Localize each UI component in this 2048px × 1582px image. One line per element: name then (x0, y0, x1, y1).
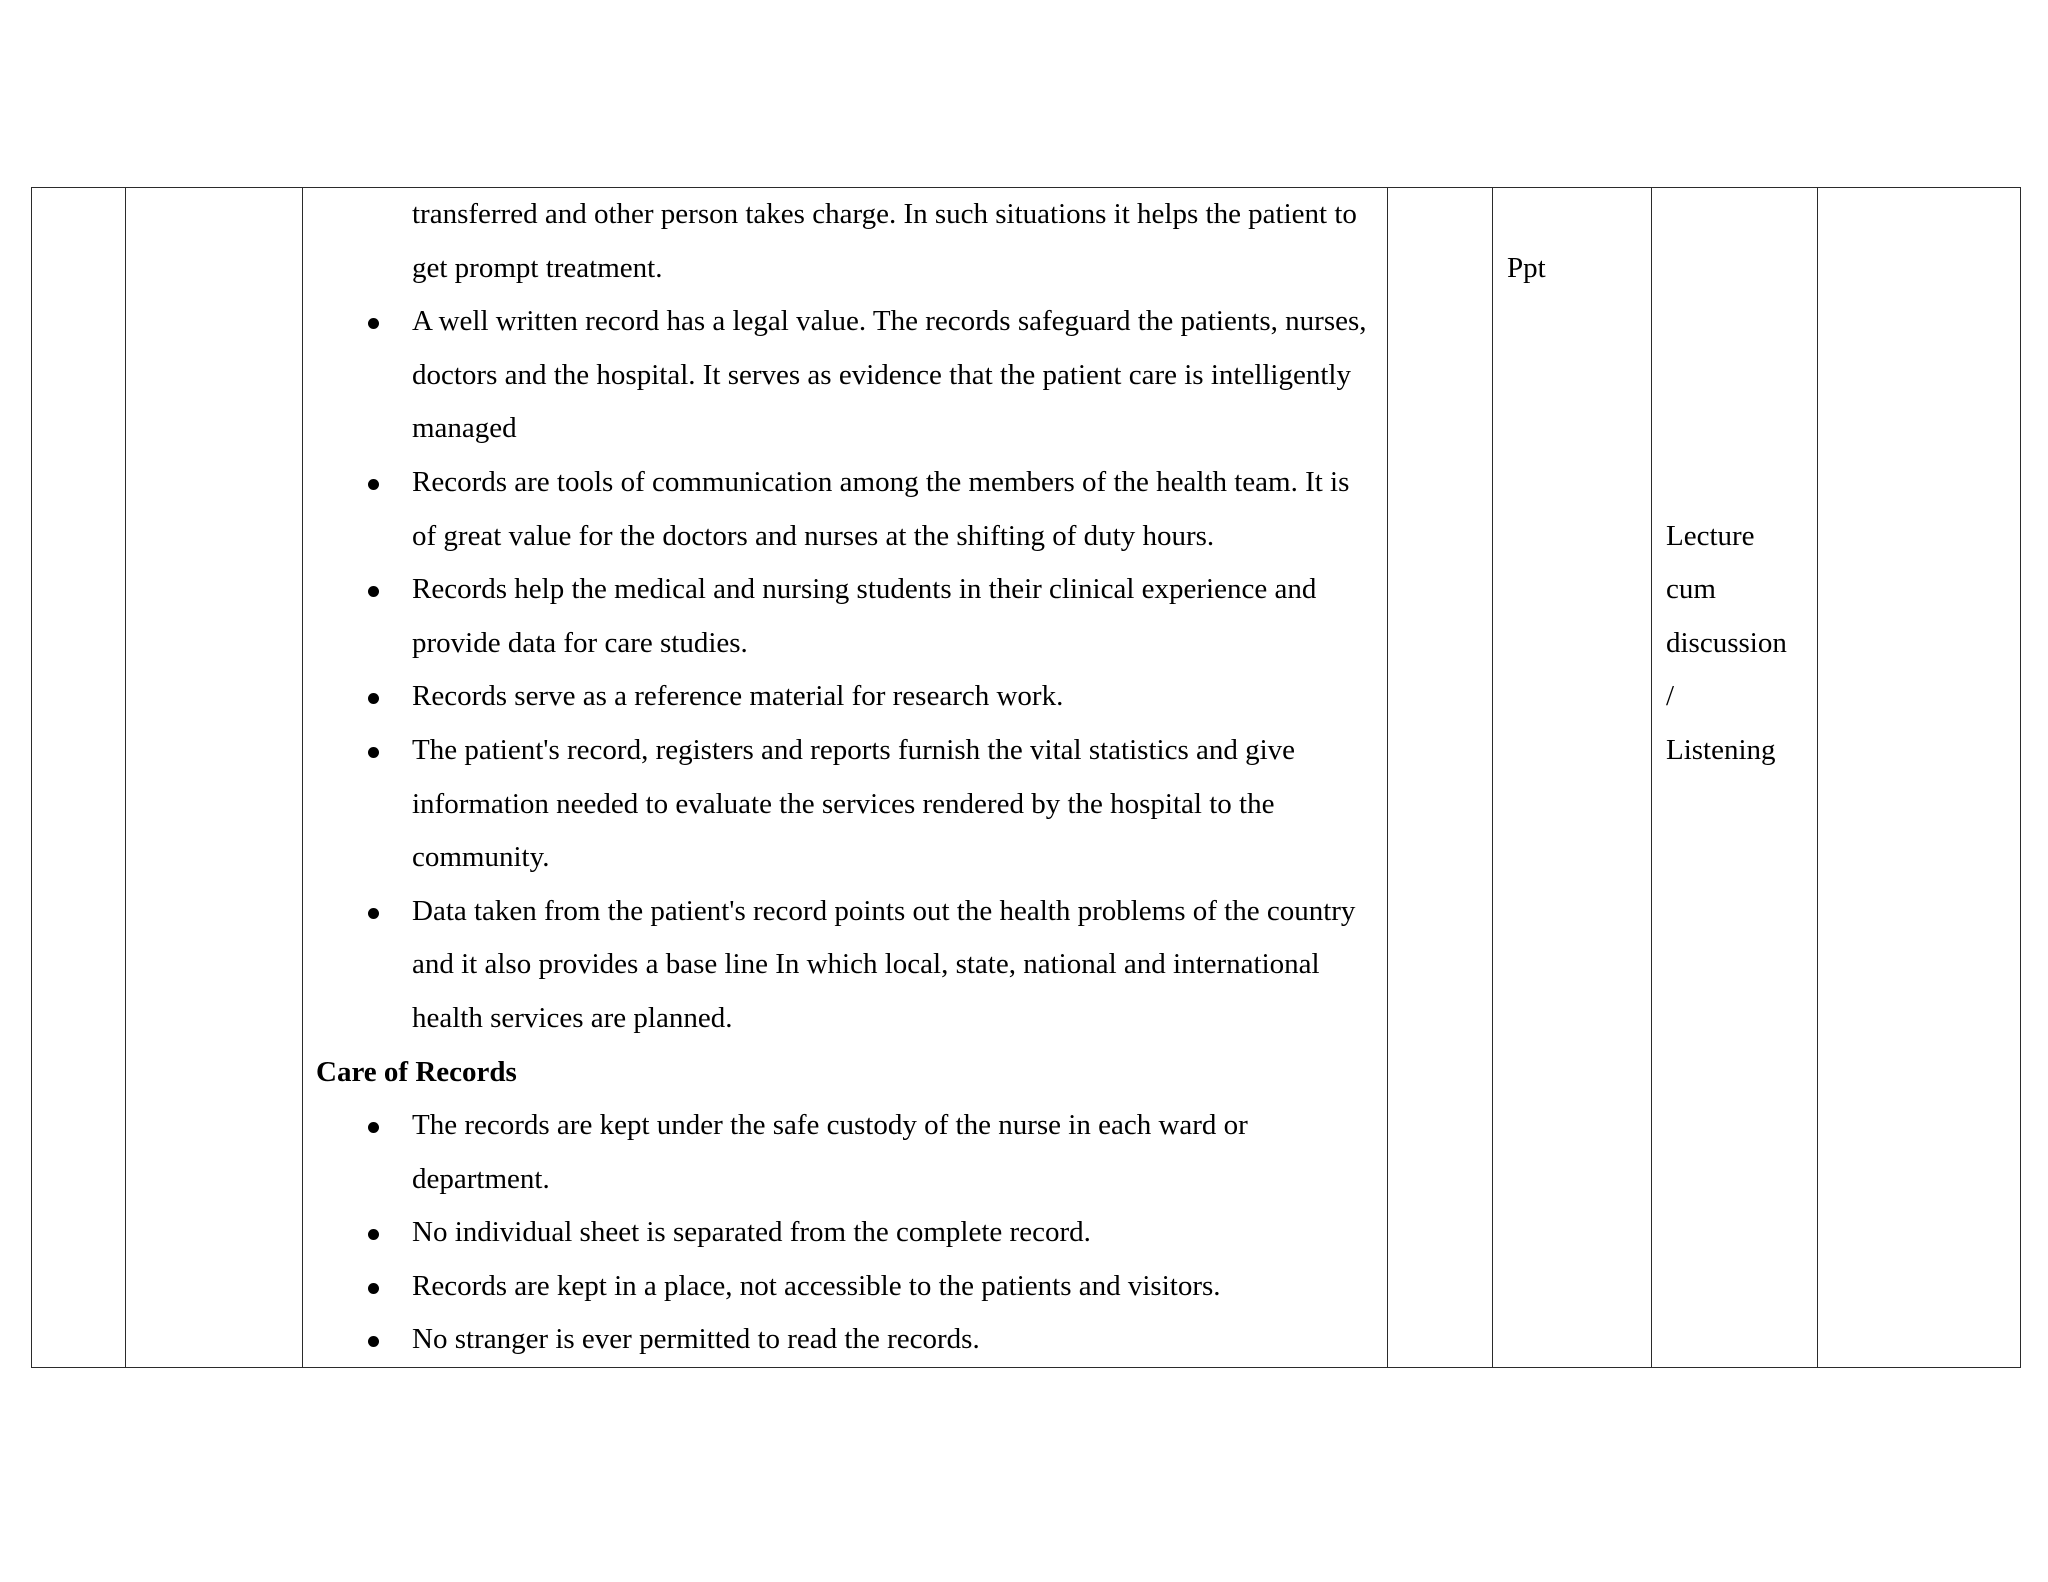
bullet-icon (368, 747, 379, 758)
list-item: Records help the medical and nursing students in their clinical experience and provide data for care studies. (316, 563, 1373, 670)
bullet-icon (368, 479, 379, 490)
continuation-text: transferred and other person takes charge. In such situations it helps the patient to get prompt treatment. (412, 198, 1357, 284)
col-method-cell (1652, 188, 1818, 1368)
col-evaluation-cell (1818, 188, 2021, 1368)
list-item: Records are kept in a place, not accessible to the patients and visitors. (316, 1260, 1373, 1314)
bullet-icon (368, 318, 379, 329)
bullet-icon (368, 693, 379, 704)
col-objective-cell (126, 188, 303, 1368)
method-line: Lecture (1666, 519, 1755, 552)
list-item: Data taken from the patient's record points out the health problems of the country and it also provides a base line In which local, state, national and international health services are planned. (316, 885, 1373, 1046)
av-aids-text: Ppt (1507, 251, 1546, 284)
importance-list (316, 295, 1373, 1045)
bullet-icon (368, 586, 379, 597)
method-line: Listening (1666, 733, 1776, 766)
col-content-cell (303, 188, 1388, 1368)
bullet-icon (368, 1122, 379, 1133)
list-item: No stranger is ever permitted to read the records. (316, 1313, 1373, 1367)
list-item: A well written record has a legal value. The records safeguard the patients, nurses, doctors and the hospital. It serves as evidence that the patient care is intelligently managed (316, 295, 1373, 456)
col-time-cell (32, 188, 126, 1368)
list-item: No individual sheet is separated from the complete record. (316, 1206, 1373, 1260)
list-item: The patient's record, registers and reports furnish the vital statistics and give information needed to evaluate the services rendered by the hospital to the community. (316, 724, 1373, 885)
list-item: The records are kept under the safe custody of the nurse in each ward or department. (316, 1099, 1373, 1206)
table-row (32, 188, 2021, 1368)
list-item: Records serve as a reference material for research work. (316, 670, 1373, 724)
method-line: discussion (1666, 626, 1787, 659)
list-item: Records are tools of communication among the members of the health team. It is of great value for the doctors and nurses at the shifting of duty hours. (316, 456, 1373, 563)
method-line: cum (1666, 573, 1716, 606)
method-line: / (1666, 680, 1675, 713)
bullet-icon (368, 1283, 379, 1294)
bullet-icon (368, 1336, 379, 1347)
col-av-aids-cell (1493, 188, 1652, 1368)
lesson-plan-table (31, 187, 2021, 1368)
bullet-icon (368, 908, 379, 919)
section-heading: Care of Records (316, 1055, 517, 1088)
bullet-icon (368, 1229, 379, 1240)
col-empty-cell (1388, 188, 1493, 1368)
care-list (316, 1099, 1373, 1367)
